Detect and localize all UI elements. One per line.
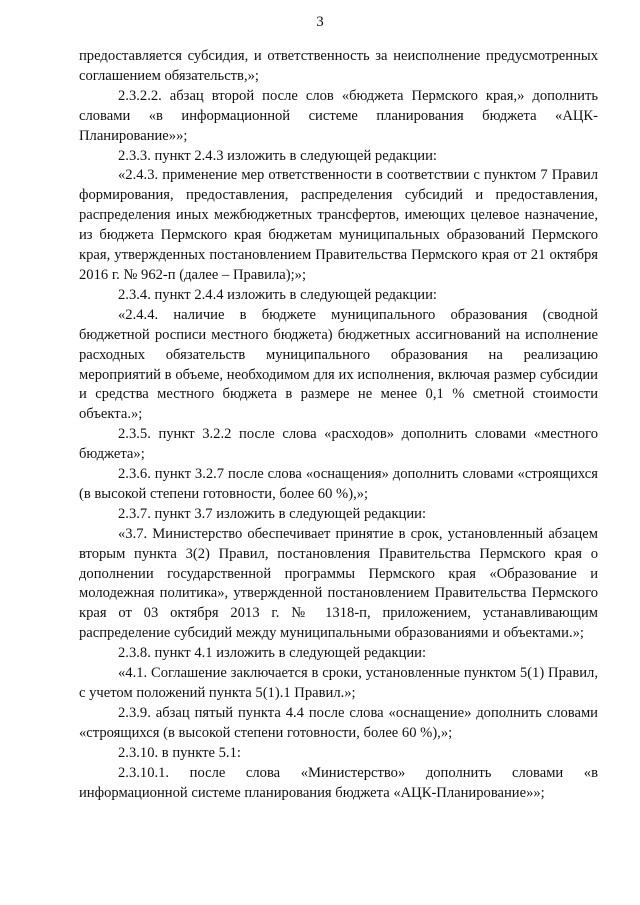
paragraph: 2.3.8. пункт 4.1 изложить в следующей редакции: (118, 645, 427, 662)
paragraph: 2.3.10.1. после слова «Министерство» дополнить словами «в информационной системе планирования бюджета «АЦК-Планирование»»; (79, 764, 598, 801)
paragraph: 2.3.2.2. абзац второй после слов «бюджета Пермского края,» дополнить словами «в информационной системе планирования бюджета «АЦК-Планирование»»; (79, 87, 598, 144)
paragraph: «3.7. Министерство обеспечивает принятие в срок, установленный абзацем вторым пункта 3(2) Правил, постановления Правительства Пермского края о дополнении государственной программы Пермского края «Образование и молодежная политика», утвержденной постановлением Правительства Пермского края от 03 октября 2013 г. № 1318-п, приложением, устанавливающим распределение субсидий между муниципальными образованиями и объектами.»; (79, 525, 598, 642)
paragraph: 2.3.3. пункт 2.4.3 изложить в следующей редакции: (118, 147, 437, 164)
page-number: 3 (316, 14, 324, 30)
paragraph: «2.4.3. применение мер ответственности в соответствии с пунктом 7 Правил формирования, предоставления, распределения субсидий и предоставления, распределения иных межбюджетных трансфертов, имеющих целевое назначение, из бюджета Пермского края бюджетам муниципальных образований Пермского края, утвержденных постановлением Правительства Пермского края от 21 октября 2016 г. № 962-п (далее – Правила);»; (79, 167, 598, 283)
paragraph: 2.3.9. абзац пятый пункта 4.4 после слова «оснащение» дополнить словами «строящихся (в высокой степени готовности, более 60 %),»; (79, 704, 598, 741)
paragraph: предоставляется субсидия, и ответственность за неисполнение предусмотренных соглашением обязательств,»; (79, 48, 598, 84)
paragraph: «2.4.4. наличие в бюджете муниципального образования (сводной бюджетной росписи местного бюджета) бюджетных ассигнований на исполнение расходных обязательств муниципального образования на реализацию мероприятий в объеме, необходимом для их исполнения, включая размер субсидии и средства местного бюджета в размере не менее 0,1 % сметной стоимости объекта.»; (79, 306, 598, 423)
document-body (79, 47, 598, 803)
paragraph: 2.3.5. пункт 3.2.2 после слова «расходов» дополнить словами «местного бюджета»; (79, 426, 598, 463)
paragraph: 2.3.10. в пункте 5.1: (118, 744, 241, 761)
paragraph: 2.3.6. пункт 3.2.7 после слова «оснащения» дополнить словами «строящихся (в высокой степени готовности, более 60 %),»; (79, 466, 598, 502)
paragraph: 2.3.7. пункт 3.7 изложить в следующей редакции: (118, 505, 427, 522)
paragraph: 2.3.4. пункт 2.4.4 изложить в следующей редакции: (118, 286, 437, 303)
paragraph: «4.1. Соглашение заключается в сроки, установленные пунктом 5(1) Правил, с учетом положений пункта 5(1).1 Правил.»; (79, 665, 598, 701)
